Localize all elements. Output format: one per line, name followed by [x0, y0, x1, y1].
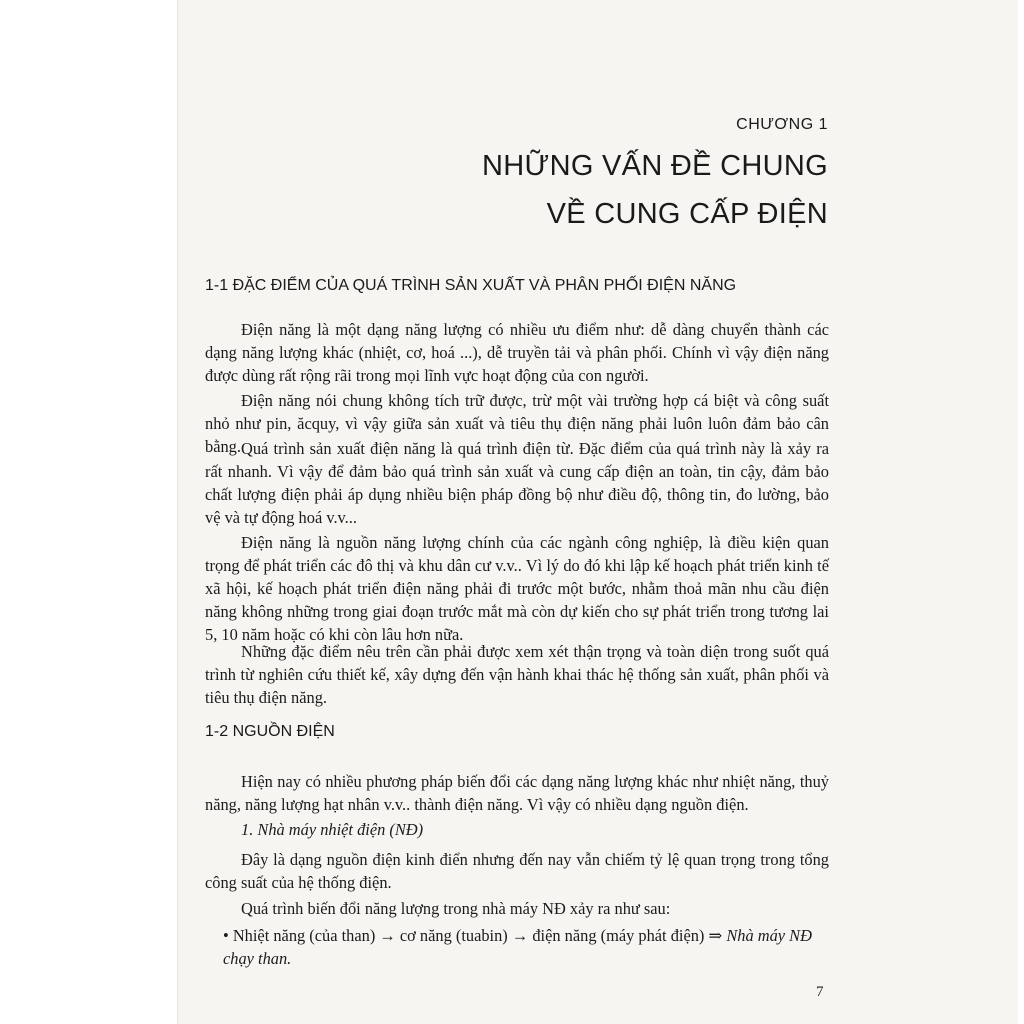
section-heading-1-2: 1-2 NGUỒN ĐIỆN: [205, 723, 335, 740]
paragraph-thermal-1: Đây là dạng nguồn điện kinh điển nhưng đến nay vẫn chiếm tỷ lệ quan trọng trong tổng công suất của hệ thống điện.: [205, 850, 829, 892]
paragraph-5: Những đặc điểm nêu trên cần phải được xem xét thận trọng và toàn diện trong suốt quá trình từ nghiên cứu thiết kế, xây dựng đến vận hành khai thác hệ thống sản xuất, phân phối và tiêu thụ điện năng.: [205, 642, 829, 707]
paragraph-1: Điện năng là một dạng năng lượng có nhiều ưu điểm như: dễ dàng chuyển thành các dạng năng lượng khác (nhiệt, cơ, hoá ...), dễ truyền tải và phân phối. Chính vì vậy điện năng được dùng rất rộng rãi trong mọi lĩnh vực hoạt động của con người.: [205, 320, 829, 385]
bullet-text: • Nhiệt năng (của than) → cơ năng (tuabin) → điện năng (máy phát điện) ⇒: [223, 926, 727, 945]
paragraph-4: Điện năng là nguồn năng lượng chính của các ngành công nghiệp, là điều kiện quan trọng để phát triển các đô thị và khu dân cư v.v.. Vì lý do đó khi lập kế hoạch phát triển kinh tế xã hội, kế hoạch phát triển điện năng phải đi trước một bước, nhằm thoả mãn nhu cầu điện năng không những trong giai đoạn trước mắt mà còn dự kiến cho sự phát triển trong tương lai 5, 10 năm hoặc có khi còn lâu hơn nữa.: [205, 533, 829, 644]
paragraph-2: Điện năng nói chung không tích trữ được, trừ một vài trường hợp cá biệt và công suất nhỏ như pin, ăcquy, vì vậy giữa sản xuất và tiêu thụ điện năng phải luôn luôn đảm bảo cân bằng.: [205, 391, 829, 456]
paragraph-thermal-2: Quá trình biến đổi năng lượng trong nhà máy NĐ xảy ra như sau:: [241, 899, 671, 918]
paragraph-3: Quá trình sản xuất điện năng là quá trình điện từ. Đặc điểm của quá trình này là xảy ra rất nhanh. Vì vậy để đảm bảo quá trình sản xuất và cung cấp điện an toàn, tin cậy, đảm bảo chất lượng điện phải áp dụng nhiều biện pháp đồng bộ như điều độ, thông tin, đo lường, bảo vệ và tự động hoá v.v...: [205, 439, 829, 527]
chapter-title-line-1: NHỮNG VẤN ĐỀ CHUNG: [482, 150, 828, 182]
list-item-thermal-plant: 1. Nhà máy nhiệt điện (NĐ): [241, 820, 424, 839]
chapter-title: [482, 142, 828, 238]
section-heading-1-1: 1-1 ĐẶC ĐIỂM CỦA QUÁ TRÌNH SẢN XUẤT VÀ PHÂN PHỐI ĐIỆN NĂNG: [205, 277, 737, 294]
chapter-label: CHƯƠNG 1: [736, 116, 828, 133]
bullet-energy-conversion: [223, 924, 829, 970]
bleed-through-texture: [198, 60, 998, 76]
bullet-emphasis: Nhà máy NĐ chạy than.: [223, 926, 812, 968]
book-page: [178, 0, 1018, 1024]
paragraph-intro: Hiện nay có nhiều phương pháp biến đổi các dạng năng lượng khác như nhiệt năng, thuỷ năng, năng lượng hạt nhân v.v.. thành điện năng. Vì vậy có nhiều dạng nguồn điện.: [205, 772, 829, 814]
page-number: 7: [816, 984, 824, 1000]
chapter-title-line-2: VỀ CUNG CẤP ĐIỆN: [546, 198, 828, 230]
